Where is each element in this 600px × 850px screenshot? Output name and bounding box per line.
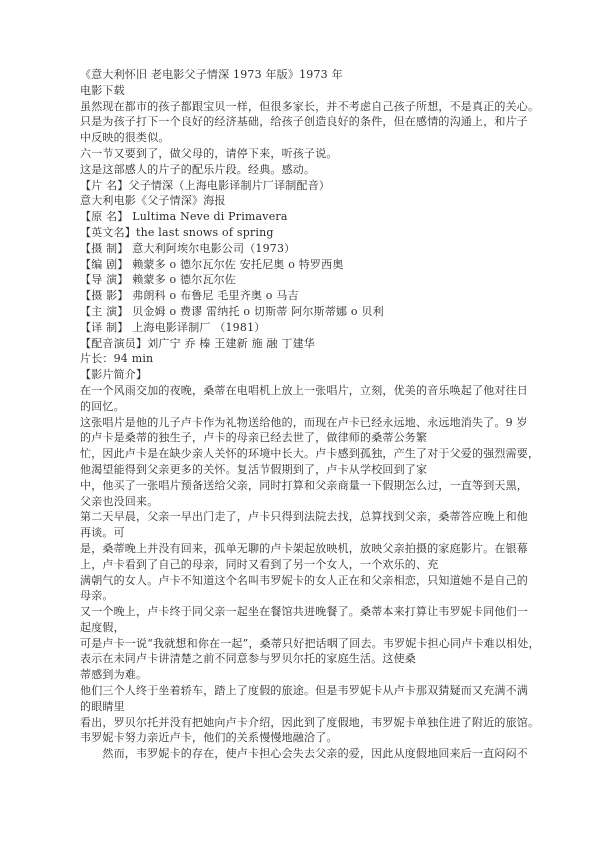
text-line: 上，卢卡看到了自己的母亲，同时又看到了另一个女人，一个欢乐的、充 bbox=[80, 557, 439, 571]
text-line: 起度假， bbox=[80, 620, 125, 634]
text-line: 【影片简介】 bbox=[80, 368, 148, 382]
text-line: 看出，罗贝尔托并没有把她向卢卡介绍，因此到了度假地，韦罗妮卡单独住进了附近的旅馆。 bbox=[80, 715, 540, 729]
text-line: 【片 名】父子情深（上海电影译制片厂译制配音） bbox=[80, 178, 331, 192]
document-body bbox=[80, 67, 550, 762]
text-line: 韦罗妮卡努力亲近卢卡，他们的关系慢慢地融洽了。 bbox=[80, 731, 338, 745]
text-line: 父亲也没回来。 bbox=[80, 494, 159, 508]
text-line: 【导 演】 赖蒙多 o 德尔瓦尔佐 bbox=[80, 273, 237, 287]
text-line: 在一个风雨交加的夜晚，桑蒂在电唱机上放上一张唱片，立刻，优美的音乐唤起了他对往日 bbox=[80, 383, 528, 397]
text-line: 可是卢卡一说“我就想和你在一起”，桑蒂只好把话咽了回去。韦罗妮卡担心同卢卡难以相处， bbox=[80, 636, 540, 650]
text-line: 【主 演】 贝金姆 o 费谬 雷纳托 o 切斯蒂 阿尔斯蒂娜 o 贝利 bbox=[80, 304, 384, 318]
text-line: 【原 名】 Lultima Neve di Primavera bbox=[80, 210, 288, 224]
text-line: 这张唱片是他的儿子卢卡作为礼物送给他的，而现在卢卡已经永远地、永远地消失了。9 岁 bbox=[80, 415, 528, 429]
text-line: 满朝气的女人。卢卡不知道这个名叫韦罗妮卡的女人正在和父亲相恋，只知道她不是自己的 bbox=[80, 573, 528, 587]
text-line: 【编 剧】 赖蒙多 o 德尔瓦尔佐 安托尼奥 o 特罗西奥 bbox=[80, 257, 344, 271]
text-line: 第二天早晨，父亲一早出门走了，卢卡只得到法院去找，总算找到父亲，桑蒂答应晚上和他 bbox=[80, 510, 528, 524]
text-line: 又一个晚上，卢卡终于同父亲一起坐在餐馆共进晚餐了。桑蒂本来打算让韦罗妮卡同他们一 bbox=[80, 605, 528, 619]
text-line: 再谈。可 bbox=[80, 526, 125, 540]
text-line: 表示在未同卢卡讲清楚之前不同意参与罗贝尔托的家庭生活。这使桑 bbox=[80, 652, 416, 666]
text-line: 的眼睛里 bbox=[80, 699, 125, 713]
text-line: 只是为孩子打下一个良好的经济基础，给孩子创造良好的条件，但在感情的沟通上，和片子 bbox=[80, 115, 528, 129]
text-line: 这是这部感人的片子的配乐片段。经典。感动。 bbox=[80, 162, 316, 176]
text-line: 蒂感到为难。 bbox=[80, 668, 148, 682]
text-line: 中，他买了一张唱片预备送给父亲，同时打算和父亲商量一下假期怎么过，一直等到天黑， bbox=[80, 478, 528, 492]
text-line: 他渴望能得到父亲更多的关怀。复活节假期到了，卢卡从学校回到了家 bbox=[80, 462, 428, 476]
text-line: 他们三个人终于坐着轿车，踏上了度假的旅途。但是韦罗妮卡从卢卡那双猜疑而又充满不满 bbox=[80, 684, 528, 698]
text-line: 的卢卡是桑蒂的独生子，卢卡的母亲已经去世了，做律师的桑蒂公务繁 bbox=[80, 431, 428, 445]
text-line: 【摄 制】 意大利阿埃尔电影公司（1973） bbox=[80, 241, 296, 255]
text-line: 片长：94 min bbox=[80, 352, 154, 366]
document-title-line: 《意大利怀旧 老电影父子情深 1973 年版》1973 年 bbox=[80, 68, 343, 81]
text-line: 六一节又要到了，做父母的，请停下来，听孩子说。 bbox=[80, 146, 338, 160]
text-line: 【摄 影】 弗朗科 o 布鲁尼 毛里齐奥 o 马吉 bbox=[80, 289, 299, 303]
text-line: 母亲。 bbox=[80, 589, 114, 603]
text-line: 【译 制】 上海电影译制厂 （1981） bbox=[80, 320, 266, 334]
text-line: 虽然现在都市的孩子都跟宝贝一样，但很多家长，并不考虑自己孩子所想，不是真正的关心。 bbox=[80, 99, 540, 113]
text-line: 意大利电影《父子情深》海报 bbox=[80, 194, 226, 208]
text-line: 电影下载 bbox=[80, 83, 125, 97]
text-line: 中反映的很类似。 bbox=[80, 131, 170, 145]
text-line: 然而，韦罗妮卡的存在，使卢卡担心会失去父亲的爱，因此从度假地回来后一直闷闷不 bbox=[80, 747, 528, 761]
text-line: 【英文名】the last snows of spring bbox=[80, 225, 274, 239]
text-line: 忙，因此卢卡是在缺少亲人关怀的环境中长大。卢卡感到孤独，产生了对于父爱的强烈需要， bbox=[80, 447, 540, 461]
text-line: 的回忆。 bbox=[80, 399, 125, 413]
text-line: 是，桑蒂晚上并没有回来，孤单无聊的卢卡架起放映机，放映父亲拍摄的家庭影片。在银幕 bbox=[80, 541, 528, 555]
text-line: 【配音演员】刘广宁 乔 榛 王建新 施 融 丁建华 bbox=[80, 336, 315, 350]
